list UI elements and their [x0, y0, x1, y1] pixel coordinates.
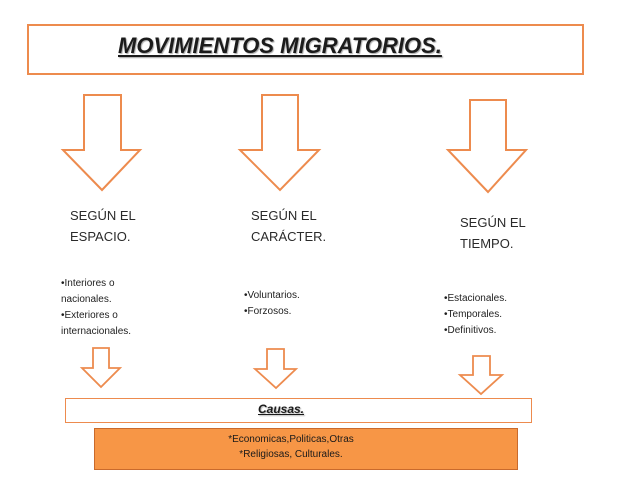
list-item: •Estacionales.: [444, 293, 507, 304]
causes-title: Causas.: [257, 402, 305, 416]
category-line: SEGÚN EL: [251, 208, 317, 223]
list-item: •Interiores o: [61, 278, 115, 289]
list-item: •Forzosos.: [244, 306, 292, 317]
list-item: •Temporales.: [444, 309, 502, 320]
category-line: ESPACIO.: [70, 229, 131, 244]
category-line: CARÁCTER.: [251, 229, 327, 244]
items-tiempo: [444, 291, 507, 339]
category-label-tiempo: [460, 212, 526, 254]
category-line: TIEMPO.: [460, 236, 514, 251]
small-arrow-tiempo: [460, 356, 502, 394]
large-arrow-caracter: [240, 95, 319, 190]
category-label-caracter: [251, 205, 326, 247]
list-item: •Definitivos.: [444, 325, 497, 336]
category-label-espacio: [70, 205, 136, 247]
list-item: •Exteriores o: [61, 310, 118, 321]
small-arrow-caracter: [255, 349, 296, 388]
list-item: •Voluntarios.: [244, 290, 300, 301]
items-espacio: [61, 276, 131, 340]
large-arrow-tiempo: [448, 100, 526, 192]
large-arrow-espacio: [63, 95, 140, 190]
category-line: SEGÚN EL: [460, 215, 526, 230]
causes-line: *Religiosas, Culturales.: [239, 449, 343, 460]
category-line: SEGÚN EL: [70, 208, 136, 223]
causes-details: [94, 432, 488, 462]
list-item: nacionales.: [61, 294, 112, 305]
list-item: internacionales.: [61, 326, 132, 337]
small-arrow-espacio: [82, 348, 120, 387]
items-caracter: [244, 288, 300, 320]
causes-line: *Economicas,Politicas,Otras: [228, 434, 354, 445]
diagram-title: MOVIMIENTOS MIGRATORIOS.: [118, 33, 442, 58]
